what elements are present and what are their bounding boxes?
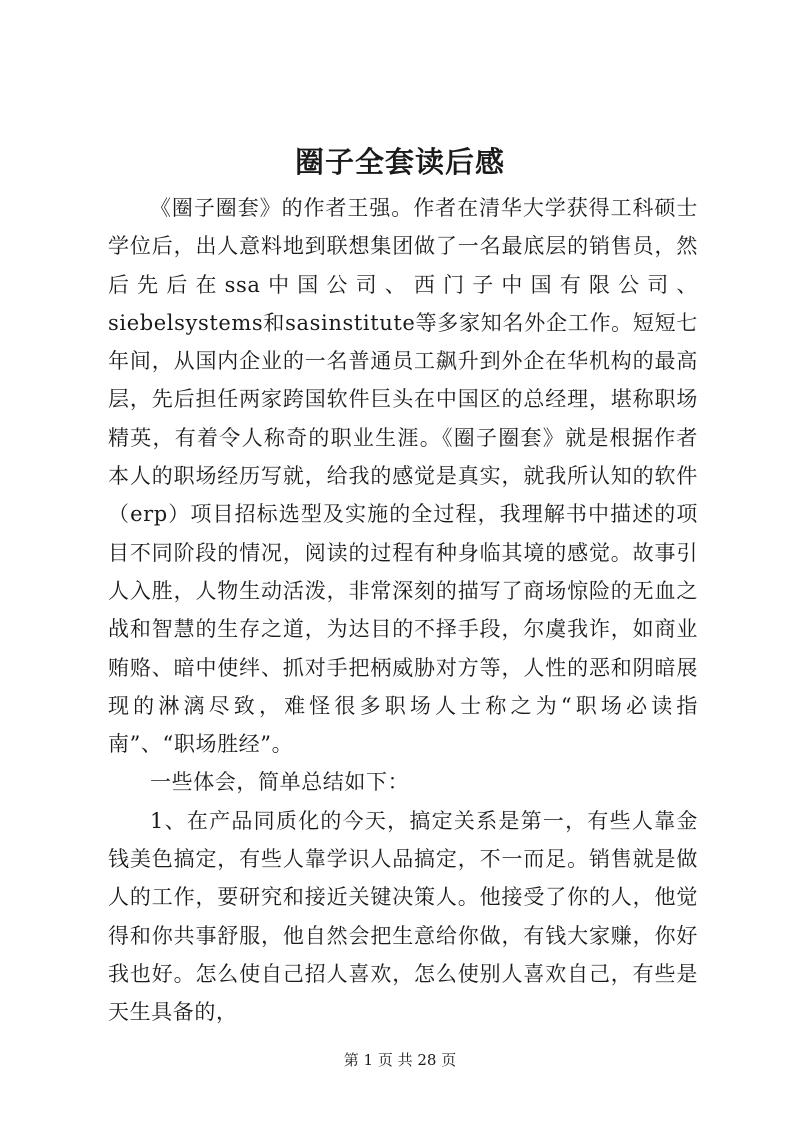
page-number-footer: 第 1 页 共 28 页 bbox=[343, 1051, 457, 1069]
paragraph-3: 1、在产品同质化的今天，搞定关系是第一，有些人靠金钱美色搞定，有些人靠学识人品搞定，不一而足。销售就是做人的工作，要研究和接近关键决策人。他接受了你的人，他觉得和你共事舒服，他自然会把生意给你做，有钱大家赚，你好我也好。怎么使自己招人喜欢，怎么使别人喜欢自己，有些是天生具备的， bbox=[108, 808, 698, 1025]
document-title: 圈子全套读后感 bbox=[294, 145, 505, 179]
paragraph-1: 《圈子圈套》的作者王强。作者在清华大学获得工科硕士学位后，出人意料地到联想集团做了一名最底层的销售员，然后先后在ssa中国公司、西门子中国有限公司、siebelsystems和sasinstitute等多家知名外企工作。短短七年间，从国内企业的一名普通员工飙升到外企在华机构的最高层，先后担任两家跨国软件巨头在中国区的总经理，堪称职场精英，有着令人称奇的职业生涯。《圈子圈套》就是根据作者本人的职场经历写就，给我的感觉是真实，就我所认知的软件（erp）项目招标选型及实施的全过程，我理解书中描述的项目不同阶段的情况，阅读的过程有种身临其境的感觉。故事引人入胜，人物生动活泼，非常深刻的描写了商场惊险的无血之战和智慧的生存之道，为达目的不择手段，尔虞我诈，如商业贿赂、暗中使绊、抓对手把柄威胁对方等，人性的恶和阴暗展现的淋漓尽致，难怪很多职场人士称之为“职场必读指南”、“职场胜经”。 bbox=[108, 196, 698, 757]
paragraph-2: 一些体会，简单总结如下： bbox=[150, 770, 410, 795]
document-body bbox=[108, 189, 698, 1032]
